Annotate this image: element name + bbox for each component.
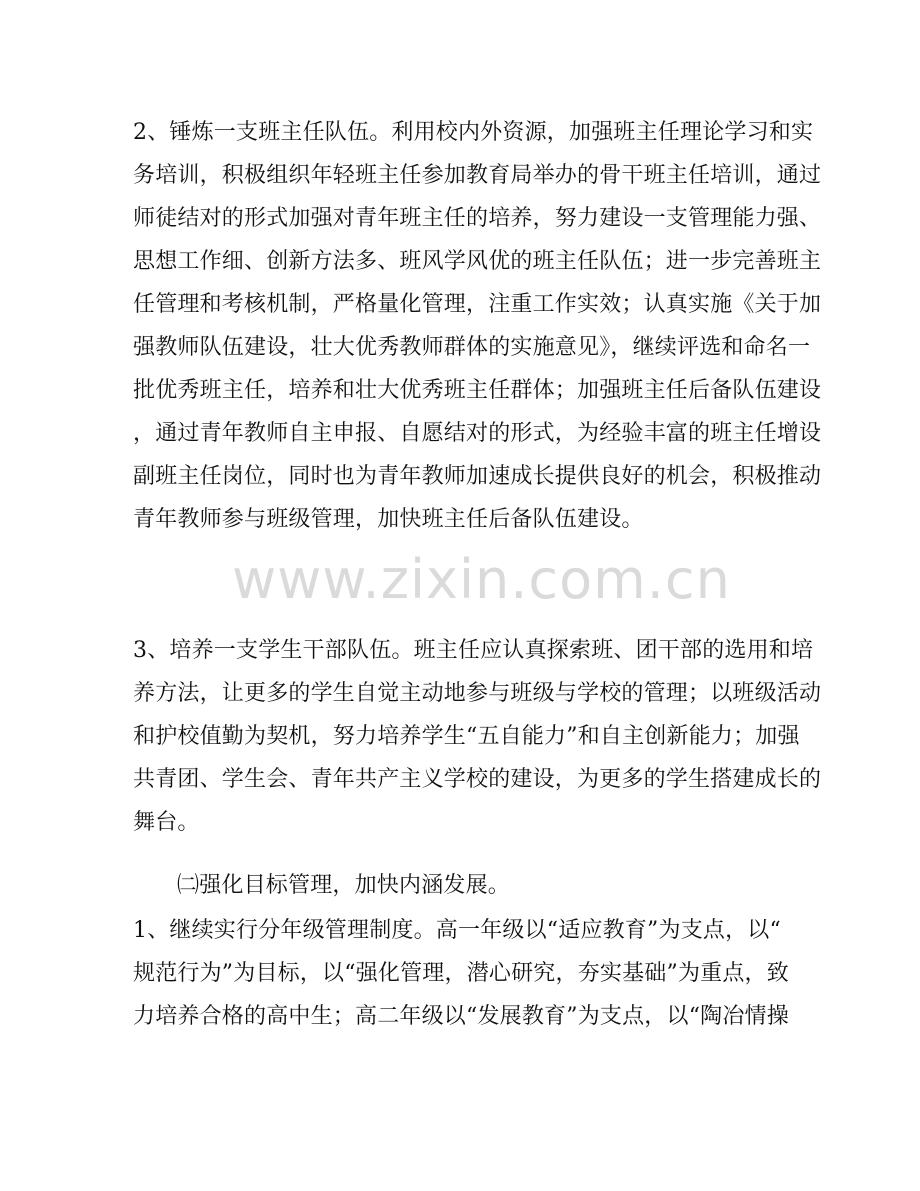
text-line: 思想工作细、创新方法多、班风学风优的班主任队伍；进一步完善班主 — [133, 249, 822, 274]
text-line: 任管理和考核机制，严格量化管理，注重工作实效；认真实施《关于加 — [133, 292, 822, 317]
paragraph-class-teacher-team — [133, 111, 822, 541]
text-line: 舞台。 — [133, 810, 200, 835]
paragraph-student-cadre-team — [133, 629, 822, 844]
text-line: 共青团、学生会、青年共产主义学校的建设，为更多的学生搭建成长的 — [133, 767, 822, 792]
text-line: 和护校值勤为契机，努力培养学生“五自能力”和自主创新能力；加强 — [133, 724, 800, 749]
paragraph-grade-management — [133, 909, 793, 1038]
text-line: 副班主任岗位，同时也为青年教师加速成长提供良好的机会，积极推动 — [133, 464, 822, 489]
text-line: 批优秀班主任，培养和壮大优秀班主任群体；加强班主任后备队伍建设 — [133, 378, 822, 403]
section-heading: ㈡强化目标管理，加快内涵发展。 — [177, 873, 511, 898]
section-heading-target-management — [133, 864, 793, 907]
text-line: ，通过青年教师自主申报、自愿结对的形式，为经验丰富的班主任增设 — [133, 421, 822, 446]
text-line: 3、培养一支学生干部队伍。班主任应认真探索班、团干部的选用和培 — [133, 638, 814, 663]
text-line: 务培训，积极组织年轻班主任参加教育局举办的骨干班主任培训，通过 — [133, 163, 822, 188]
text-line: 青年教师参与班级管理，加快班主任后备队伍建设。 — [133, 507, 644, 532]
watermark-text: www.zixin.com.cn — [232, 548, 731, 611]
text-line: 师徒结对的形式加强对青年班主任的培养，努力建设一支管理能力强、 — [133, 206, 822, 231]
text-line: 养方法，让更多的学生自觉主动地参与班级与学校的管理；以班级活动 — [133, 681, 822, 706]
text-line: 规范行为”为目标，以“强化管理，潜心研究，夯实基础”为重点，致 — [133, 961, 789, 986]
text-line: 2、锤炼一支班主任队伍。利用校内外资源，加强班主任理论学习和实 — [133, 120, 814, 145]
text-line: 力培养合格的高中生；高二年级以“发展教育”为支点，以“陶冶情操 — [133, 1004, 789, 1029]
text-line: 1、继续实行分年级管理制度。高一年级以“适应教育”为支点，以“ — [133, 918, 781, 943]
text-line: 强教师队伍建设，壮大优秀教师群体的实施意见》，继续评选和命名一 — [133, 335, 811, 360]
